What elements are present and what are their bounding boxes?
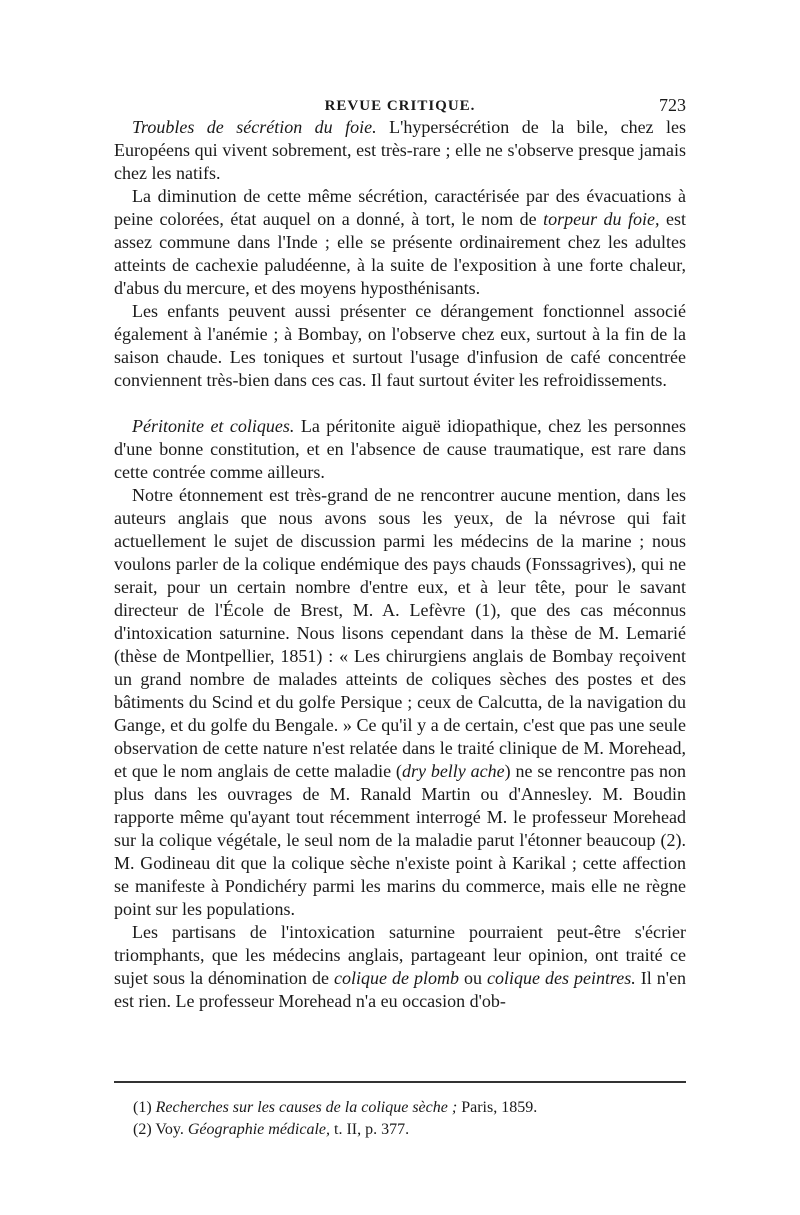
section-heading-peritonite: Péritonite et coliques.	[132, 416, 295, 436]
page-header	[114, 90, 686, 120]
body-text	[114, 116, 686, 1013]
footnote-separator	[114, 1081, 686, 1083]
footnotes	[133, 1097, 683, 1141]
footnote-2: (2) Voy. Géographie médicale, t. II, p. 377.	[133, 1121, 410, 1138]
paragraph-enfants: Les enfants peuvent aussi présenter ce dérangement fonctionnel associé également à l'anémie ; à Bombay, on l'observe chez eux, surtout à la fin de la saison chaude. Les toniques et surtout l'usage d'infusion de café concentrée conviennent très-bien dans ces cas. Il faut surtout éviter les refroidissements.	[114, 301, 686, 390]
paragraph-peritonite: Péritonite et coliques. La péritonite aiguë idiopathique, chez les personnes d'une bonne constitution, et en l'absence de cause traumatique, est rare dans cette contrée comme ailleurs.	[114, 416, 686, 482]
running-title: REVUE CRITIQUE.	[324, 98, 476, 114]
footnote-1: (1) Recherches sur les causes de la colique sèche ; Paris, 1859.	[133, 1099, 538, 1116]
paragraph-colique-endemique: Notre étonnement est très-grand de ne rencontrer aucune mention, dans les auteurs anglais que nous avons sous les yeux, de la névrose qui fait actuellement le sujet de discussion parmi les médecins de la marine ; nous voulons parler de la colique endémique des pays chauds (Fonssagrives), qui ne serait, pour un certain nombre d'entre eux, et à leur tête, pour le savant directeur de l'École de Brest, M. A. Lefèvre (1), que des cas méconnus d'intoxication saturnine. Nous lisons cependant dans la thèse de M. Lemarié (thèse de Montpellier, 1851) : « Les chirurgiens anglais de Bombay reçoivent un grand nombre de malades atteints de coliques sèches des postes et des bâtiments du Scind et du golfe Persique ; ceux de Calcutta, de la navigation du Gange, et du golfe du Bengale. » Ce qu'il y a de certain, c'est que pas une seule observation de cette nature n'est relatée dans le traité clinique de M. Morehead, et que le nom anglais de cette maladie (dry belly ache) ne se rencontre pas non plus dans les ouvrages de M. Ranald Martin ou d'Annesley. M. Boudin rapporte même qu'ayant tout récemment interrogé M. le professeur Morehead sur la colique végétale, le seul nom de la maladie parut l'étonner beaucoup (2). M. Godineau dit que la colique sèche n'existe point à Karikal ; cette affection se manifeste à Pondichéry parmi les marins du commerce, mais elle ne règne point sur les populations.	[114, 485, 686, 919]
paragraph-torpeur-du-foie: La diminution de cette même sécrétion, caractérisée par des évacuations à peine colorées, état auquel on a donné, à tort, le nom de torpeur du foie, est assez commune dans l'Inde ; elle se présente ordinairement chez les adultes atteints de cachexie paludéenne, à la suite de l'exposition à une forte chaleur, d'abus du mercure, et des moyens hyposthénisants.	[114, 186, 687, 298]
paragraph-intoxication-saturnine: Les partisans de l'intoxication saturnine pourraient peut-être s'écrier triomphants, que les médecins anglais, partageant leur opinion, ont traité ce sujet sous la dénomination de colique de plomb ou colique des peintres. Il n'en est rien. Le professeur Morehead n'a eu occasion d'ob-	[114, 922, 687, 1011]
page	[114, 90, 686, 1013]
section-heading-foie: Troubles de sécrétion du foie.	[132, 117, 377, 137]
page-number: 723	[659, 95, 686, 115]
paragraph-foie-hypersecretion: Troubles de sécrétion du foie. L'hypersécrétion de la bile, chez les Européens qui vivent sobrement, est très-rare ; elle ne s'observe presque jamais chez les natifs.	[114, 117, 687, 183]
